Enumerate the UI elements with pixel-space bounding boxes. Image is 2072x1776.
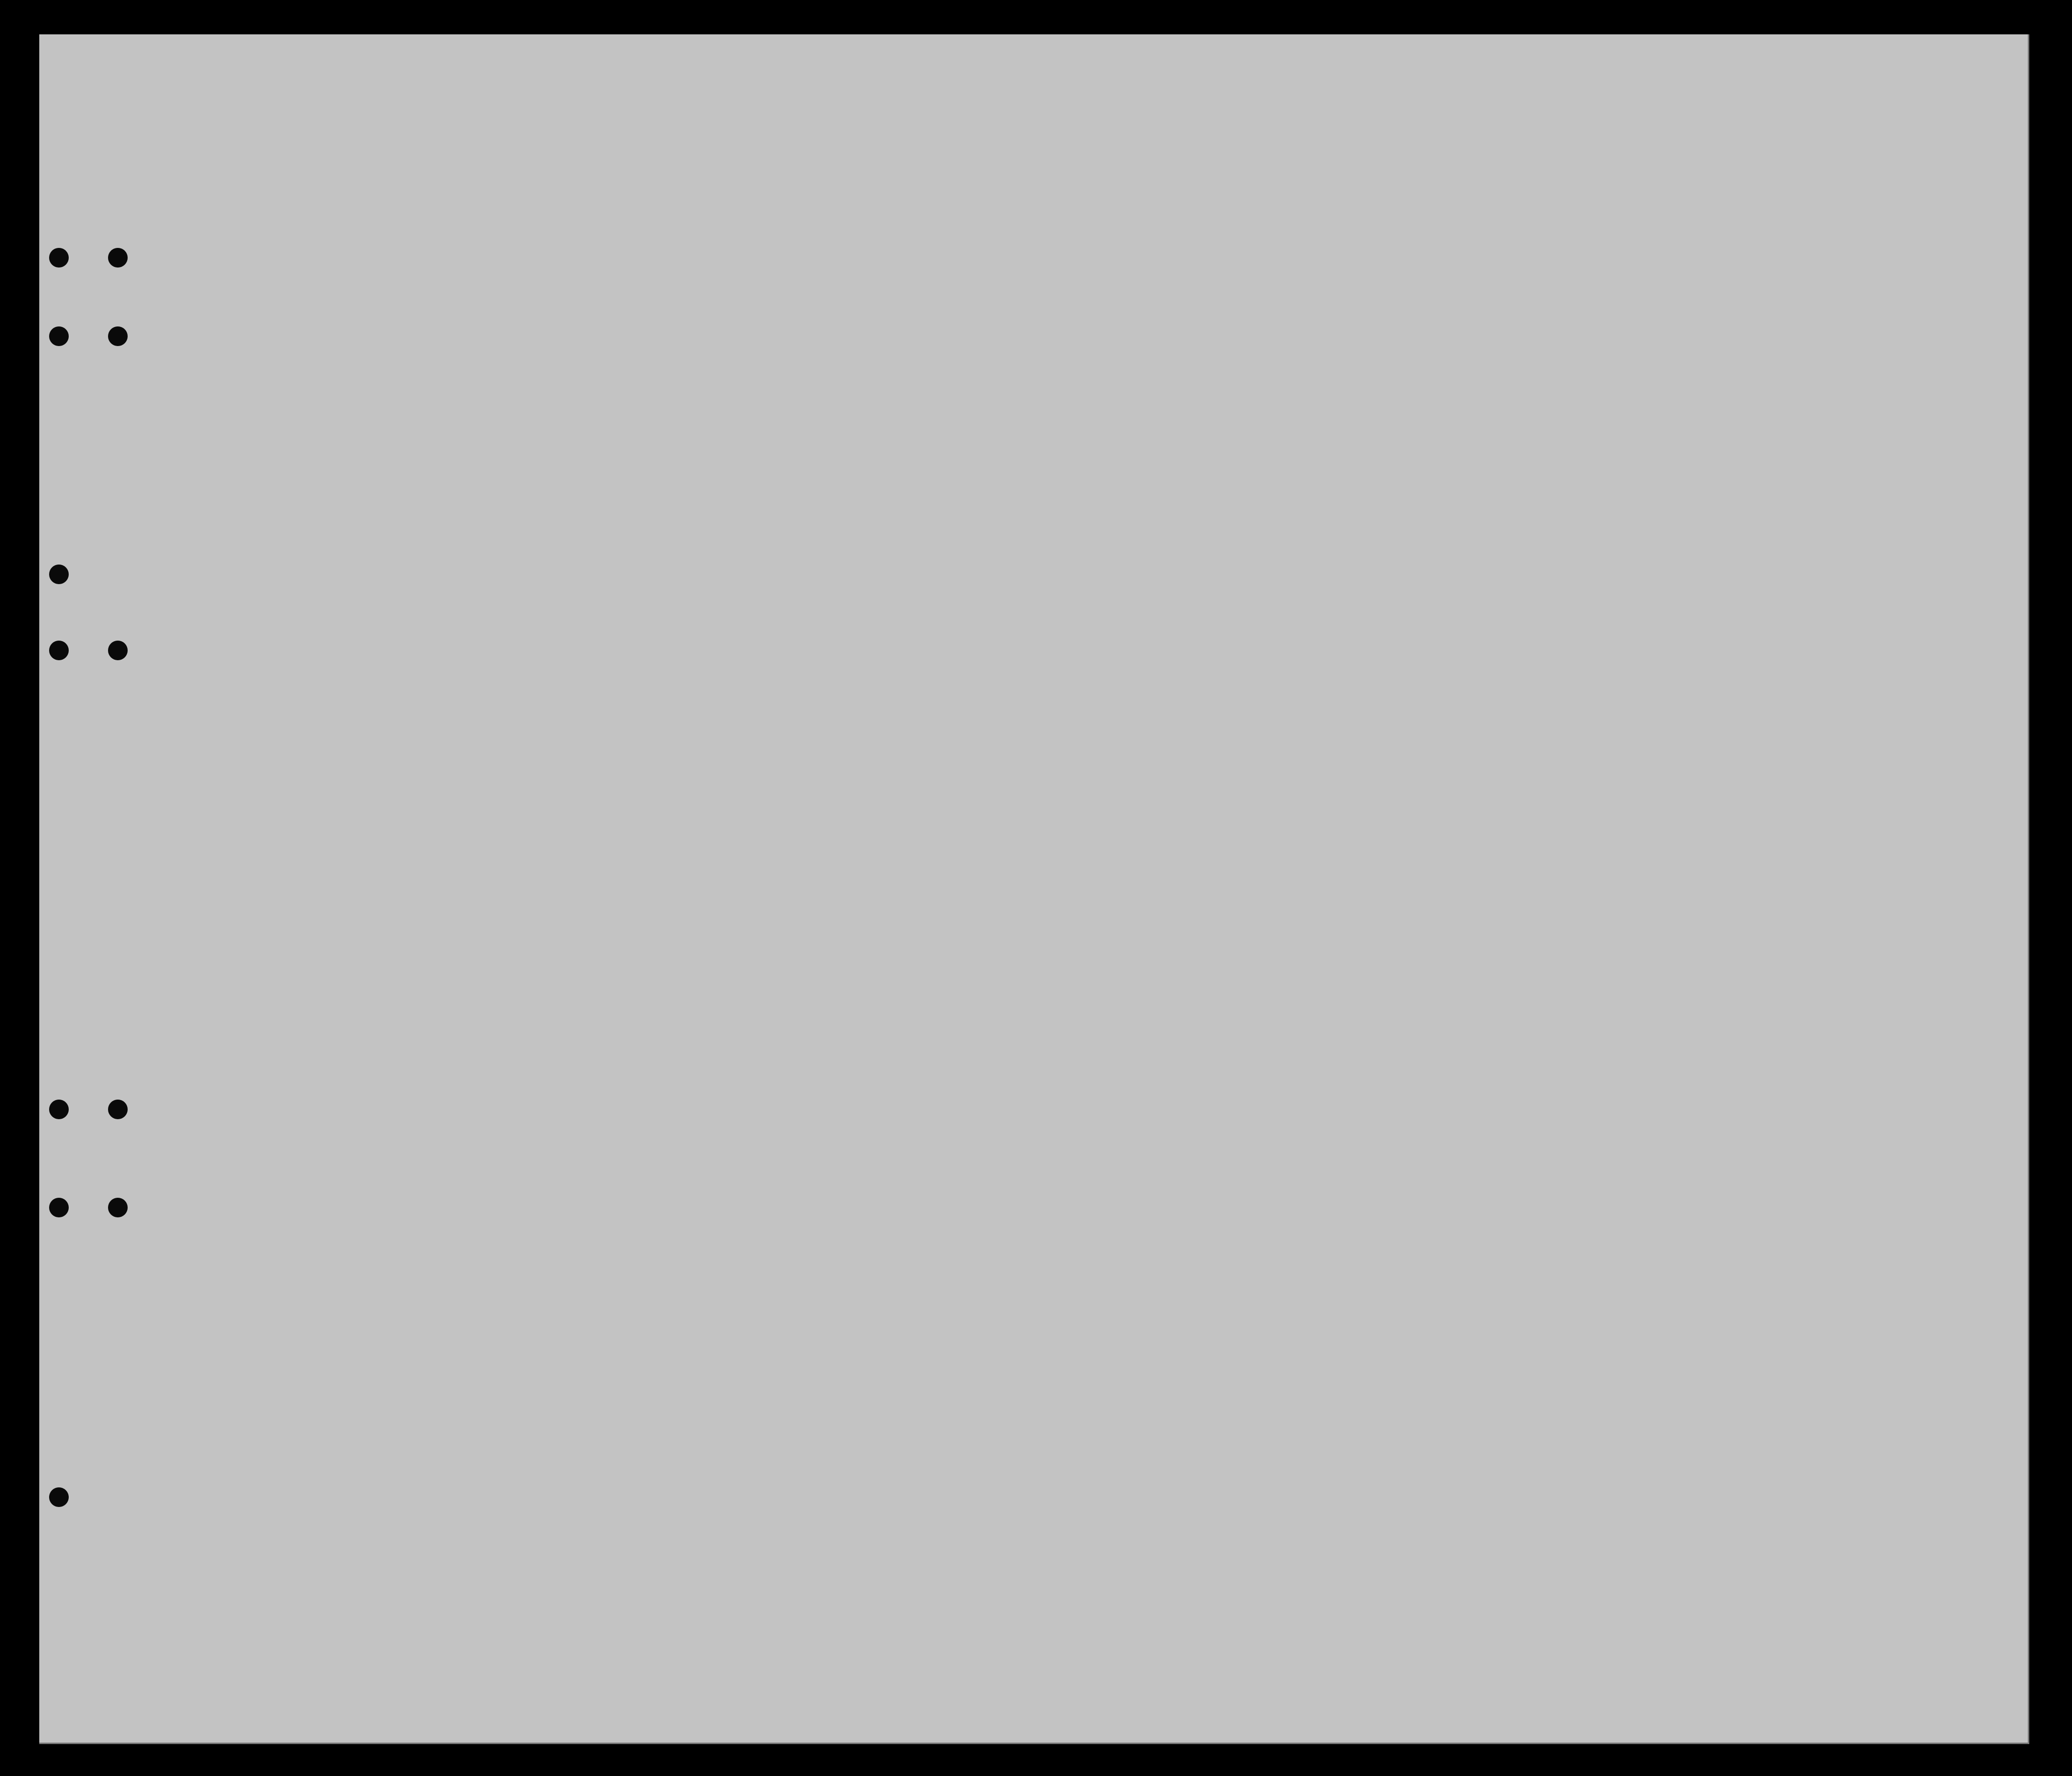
table-grid (39, 34, 2028, 1743)
manifest-sheet (39, 34, 2029, 1744)
